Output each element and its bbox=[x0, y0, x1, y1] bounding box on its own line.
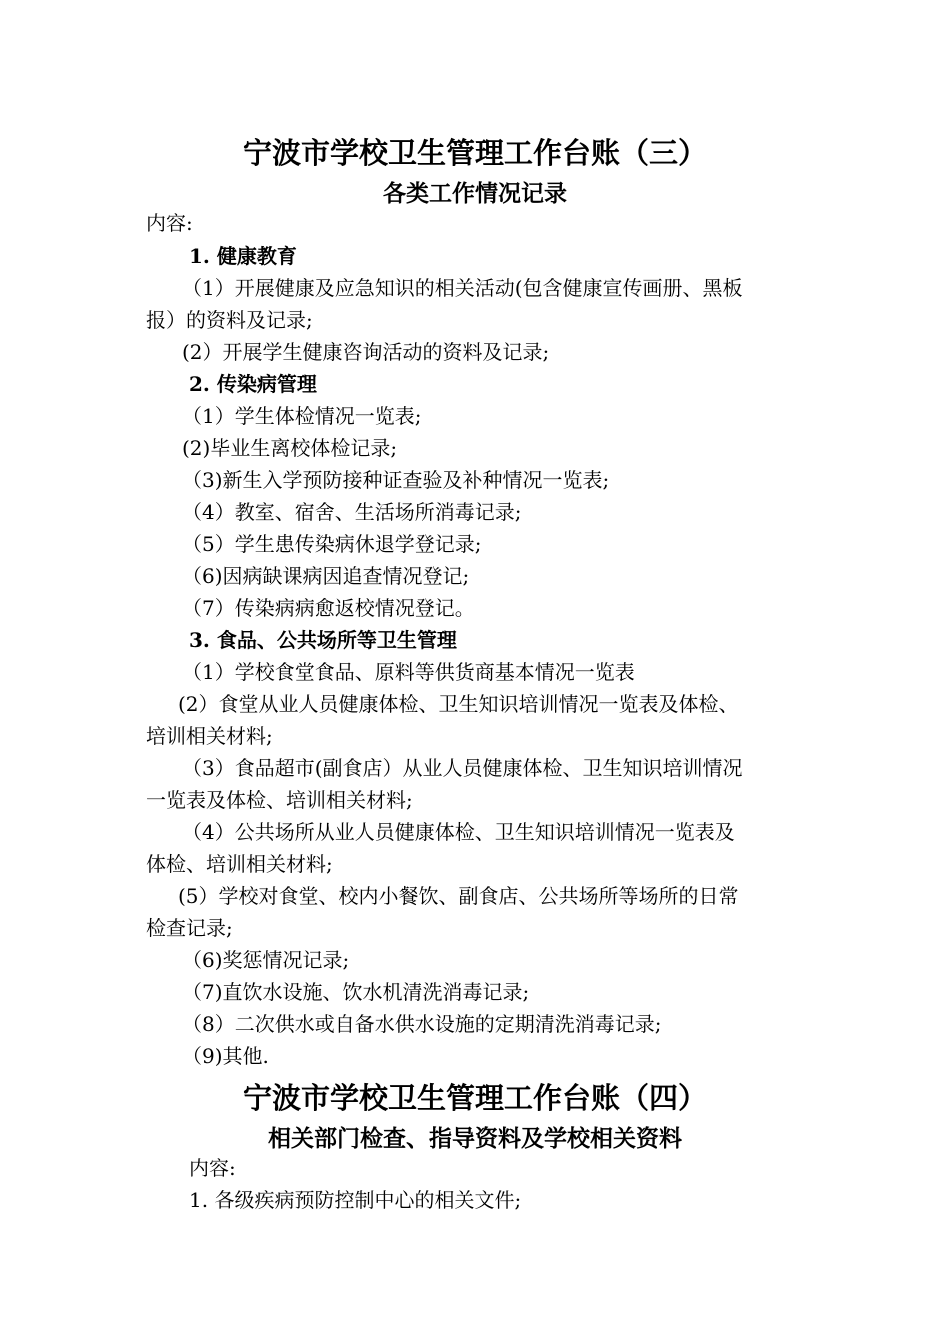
section-3-content-label: 内容: bbox=[146, 211, 193, 235]
heading-food-public-places: 3. 食品、公共场所等卫生管理 bbox=[189, 628, 457, 652]
list-item: (5）学校对食堂、校内小餐饮、副食店、公共场所等场所的日常 bbox=[178, 884, 739, 908]
list-item: (2）开展学生健康咨询活动的资料及记录; bbox=[182, 340, 550, 364]
list-item: (2)毕业生离校体检记录; bbox=[182, 436, 398, 460]
list-item: （1）学生体检情况一览表; bbox=[182, 404, 422, 428]
list-item: （7)直饮水设施、饮水机清洗消毒记录; bbox=[182, 980, 530, 1004]
heading-infectious-disease: 2. 传染病管理 bbox=[189, 372, 317, 396]
list-item: （4）公共场所从业人员健康体检、卫生知识培训情况一览表及 bbox=[182, 820, 735, 844]
list-item: 一览表及体检、培训相关材料; bbox=[146, 788, 413, 812]
list-item: 检查记录; bbox=[146, 916, 233, 940]
list-item: （8）二次供水或自备水供水设施的定期清洗消毒记录; bbox=[182, 1012, 662, 1036]
list-item: （1）学校食堂食品、原料等供货商基本情况一览表 bbox=[182, 660, 635, 684]
list-item: （6)奖惩情况记录; bbox=[182, 948, 350, 972]
section-3-subtitle: 各类工作情况记录 bbox=[383, 180, 567, 207]
list-item: （6)因病缺课病因追查情况登记; bbox=[182, 564, 470, 588]
list-item: （7）传染病病愈返校情况登记。 bbox=[182, 596, 475, 620]
section-4-title: 宁波市学校卫生管理工作台账（四） bbox=[242, 1081, 707, 1115]
list-item: （9)其他. bbox=[182, 1044, 269, 1068]
section-3-title: 宁波市学校卫生管理工作台账（三） bbox=[242, 136, 707, 170]
list-item: (2）食堂从业人员健康体检、卫生知识培训情况一览表及体检、 bbox=[178, 692, 739, 716]
heading-health-education: 1. 健康教育 bbox=[189, 244, 297, 268]
list-item: （3）食品超市(副食店）从业人员健康体检、卫生知识培训情况 bbox=[182, 756, 743, 780]
section-4-subtitle: 相关部门检查、指导资料及学校相关资料 bbox=[268, 1125, 682, 1152]
list-item: （4）教室、宿舍、生活场所消毒记录; bbox=[182, 500, 522, 524]
list-item: （3)新生入学预防接种证查验及补种情况一览表; bbox=[182, 468, 610, 492]
list-item: 报）的资料及记录; bbox=[146, 308, 313, 332]
list-item: （1）开展健康及应急知识的相关活动(包含健康宣传画册、黑板 bbox=[182, 276, 743, 300]
list-item: （5）学生患传染病休退学登记录; bbox=[182, 532, 482, 556]
list-item: 1. 各级疾病预防控制中心的相关文件; bbox=[189, 1188, 522, 1212]
list-item: 培训相关材料; bbox=[146, 724, 273, 748]
list-item: 体检、培训相关材料; bbox=[146, 852, 333, 876]
section-4-content-label: 内容: bbox=[189, 1156, 236, 1180]
